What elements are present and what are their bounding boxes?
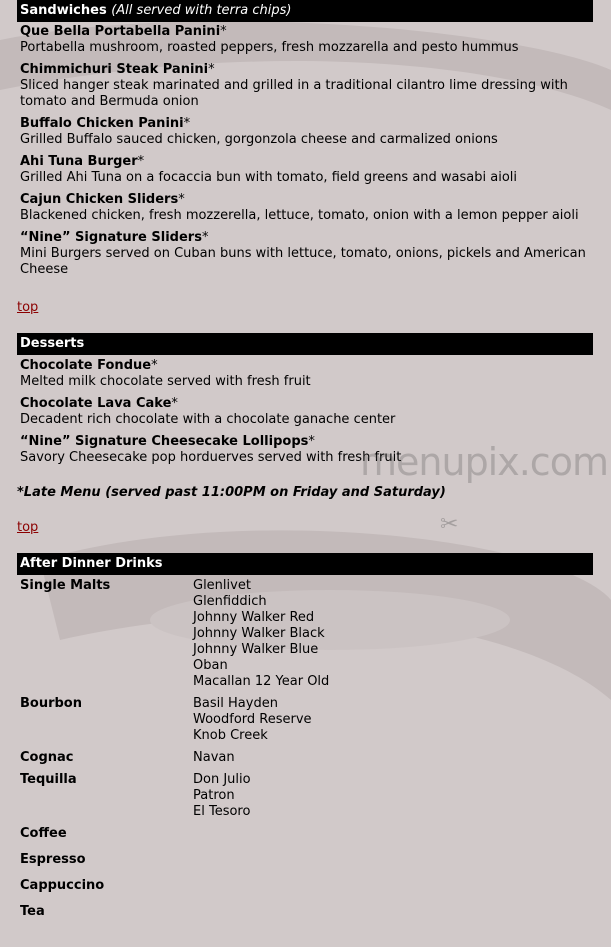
drink-list bbox=[193, 578, 329, 690]
item-desc: Mini Burgers served on Cuban buns with lettuce, tomato, onions, pickels and American Cheese bbox=[20, 246, 586, 277]
item-name: Chimmichuri Steak Panini bbox=[20, 62, 209, 77]
item-star: * bbox=[171, 396, 178, 411]
top-link[interactable]: top bbox=[17, 520, 39, 535]
drink-item: Navan bbox=[193, 750, 235, 765]
top-link[interactable]: top bbox=[17, 300, 39, 315]
item-star: * bbox=[220, 24, 227, 39]
item-desc: Sliced hanger steak marinated and grilled in a traditional cilantro lime dressing with tomato and Bermuda onion bbox=[20, 78, 568, 109]
item-name: Chocolate Fondue bbox=[20, 358, 152, 373]
desserts-title: Desserts bbox=[20, 336, 85, 351]
drinks-title: After Dinner Drinks bbox=[20, 556, 163, 571]
item-star: * bbox=[178, 192, 185, 207]
item-desc: Savory Cheesecake pop horduerves served with fresh fruit bbox=[20, 450, 402, 465]
drink-category: Coffee bbox=[20, 826, 67, 841]
item-desc: Portabella mushroom, roasted peppers, fresh mozzarella and pesto hummus bbox=[20, 40, 519, 55]
item-star: * bbox=[208, 62, 215, 77]
drink-category: Espresso bbox=[20, 852, 86, 867]
item-name: “Nine” Signature Sliders bbox=[20, 230, 202, 245]
drink-item: Glenlivet bbox=[193, 578, 251, 593]
drink-category: Bourbon bbox=[20, 696, 82, 711]
item-desc: Blackened chicken, fresh mozzerella, lettuce, tomato, onion with a lemon pepper aioli bbox=[20, 208, 579, 223]
drink-item: Oban bbox=[193, 658, 228, 673]
sandwiches-title: Sandwiches bbox=[20, 3, 107, 18]
drink-category: Tea bbox=[20, 904, 45, 919]
drink-item: Johnny Walker Blue bbox=[193, 642, 319, 657]
item-name: Que Bella Portabella Panini bbox=[20, 24, 221, 39]
sandwich-item bbox=[20, 116, 600, 148]
watermark-logo: menupix.com bbox=[360, 440, 608, 484]
dessert-item bbox=[20, 358, 600, 390]
drink-list bbox=[193, 750, 235, 766]
sandwiches-header bbox=[17, 0, 593, 22]
sandwich-item bbox=[20, 192, 600, 224]
drink-item: El Tesoro bbox=[193, 804, 251, 819]
dessert-item bbox=[20, 396, 600, 428]
drink-list bbox=[193, 772, 251, 820]
sandwiches-note: (All served with terra chips) bbox=[111, 3, 292, 18]
drink-item: Johnny Walker Black bbox=[193, 626, 325, 641]
drink-category: Single Malts bbox=[20, 578, 111, 593]
drink-category: Tequilla bbox=[20, 772, 77, 787]
item-name: Cajun Chicken Sliders bbox=[20, 192, 179, 207]
item-star: * bbox=[308, 434, 315, 449]
sandwich-item bbox=[20, 62, 600, 110]
item-star: * bbox=[137, 154, 145, 169]
scissors-icon: ✂ bbox=[440, 512, 459, 537]
item-star: * bbox=[183, 116, 191, 131]
drink-item: Basil Hayden bbox=[193, 696, 278, 711]
item-desc: Grilled Ahi Tuna on a focaccia bun with tomato, field greens and wasabi aioli bbox=[20, 170, 518, 185]
drink-list bbox=[193, 696, 312, 744]
item-name: Chocolate Lava Cake bbox=[20, 396, 172, 411]
drink-item: Macallan 12 Year Old bbox=[193, 674, 330, 689]
drink-item: Don Julio bbox=[193, 772, 251, 787]
sandwich-item bbox=[20, 24, 600, 56]
item-desc: Melted milk chocolate served with fresh fruit bbox=[20, 374, 311, 389]
item-star: * bbox=[151, 358, 158, 373]
item-desc: Decadent rich chocolate with a chocolate ganache center bbox=[20, 412, 396, 427]
late-menu-note: *Late Menu (served past 11:00PM on Friday and Saturday) bbox=[17, 485, 446, 500]
drink-category: Cognac bbox=[20, 750, 74, 765]
item-name: Buffalo Chicken Panini bbox=[20, 116, 184, 131]
item-star: * bbox=[201, 230, 209, 245]
drink-item: Johnny Walker Red bbox=[193, 610, 315, 625]
desserts-header bbox=[17, 333, 593, 355]
drink-item: Woodford Reserve bbox=[193, 712, 312, 727]
item-desc: Grilled Buffalo sauced chicken, gorgonzola cheese and carmalized onions bbox=[20, 132, 498, 147]
sandwich-item bbox=[20, 154, 600, 186]
drink-category: Cappuccino bbox=[20, 878, 105, 893]
item-name: Ahi Tuna Burger bbox=[20, 154, 138, 169]
item-name: “Nine” Signature Cheesecake Lollipops bbox=[20, 434, 309, 449]
sandwich-item bbox=[20, 230, 600, 278]
drink-item: Glenfiddich bbox=[193, 594, 267, 609]
drink-item: Patron bbox=[193, 788, 235, 803]
drinks-header bbox=[17, 553, 593, 575]
drink-item: Knob Creek bbox=[193, 728, 268, 743]
